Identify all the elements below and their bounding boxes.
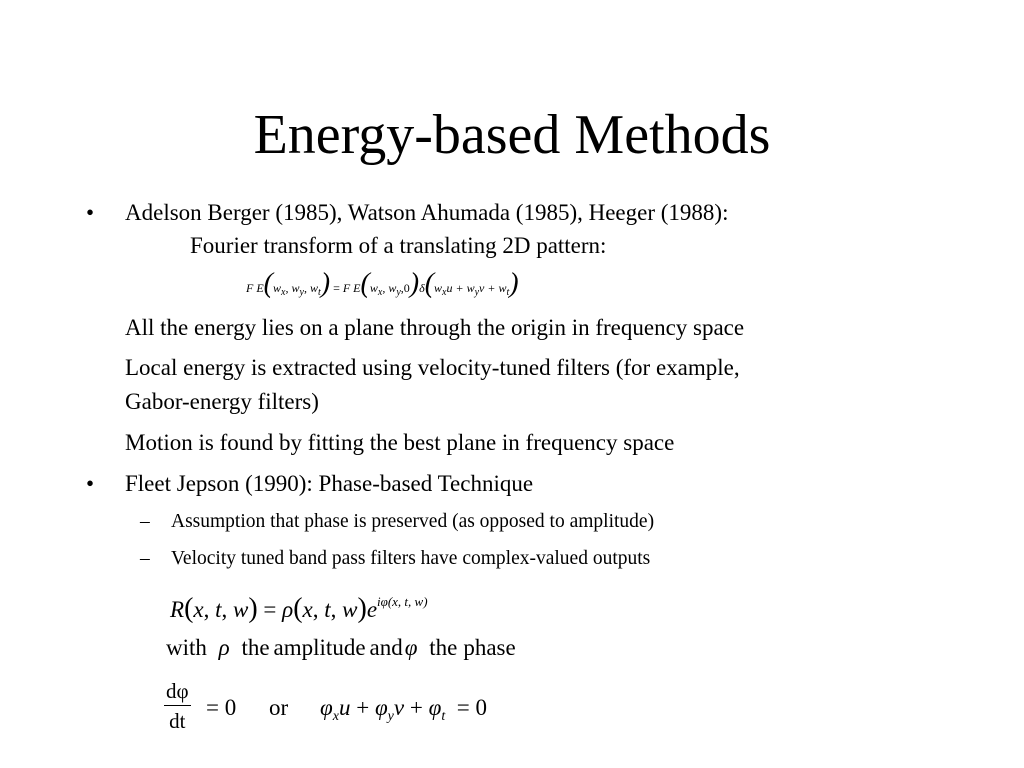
complex-output-equation: R(x, t, w) = ρ(x, t, $w)e^{i\varphi(x, t, w)}$ — [170, 593, 428, 624]
rho-symbol: ρ — [218, 635, 230, 660]
fraction-numerator: dφ — [164, 678, 191, 706]
with-word: with — [166, 635, 207, 660]
the-word: the — [429, 635, 458, 660]
paragraph-motion-fit: Motion is found by fitting the best plane in frequency space — [125, 430, 675, 455]
bullet-marker: • — [86, 200, 95, 225]
equals-zero: = 0 — [206, 695, 237, 720]
paragraph-energy-plane: All the energy lies on a plane through the origin in frequency space — [125, 315, 745, 340]
paragraph-local-energy-line-2: Gabor-energy filters) — [125, 389, 319, 414]
bullet-2-line-1: Fleet Jepson (1990): Phase-based Technique — [125, 471, 534, 496]
sub-dash: – — [140, 511, 150, 532]
subitem-velocity-filters: Velocity tuned band pass filters have complex-valued outputs — [171, 548, 651, 569]
the-word: the — [241, 635, 270, 660]
bullet-1-line-2: Fourier transform of a translating 2D pattern: — [190, 233, 607, 258]
amplitude-phase-note — [166, 632, 516, 664]
fraction-denominator: dt — [169, 709, 186, 733]
phi-symbol: φ — [404, 635, 418, 660]
and-word: and — [369, 635, 403, 660]
paragraph-local-energy-line-1: Local energy is extracted using velocity-tuned filters (for example, — [125, 355, 740, 380]
phase-derivative-fraction — [164, 678, 191, 734]
bullet-1-line-1: Adelson Berger (1985), Watson Ahumada (1985), Heeger (1988): — [125, 200, 729, 225]
subitem-phase-preserved: Assumption that phase is preserved (as opposed to amplitude) — [171, 511, 655, 532]
phase-word: phase — [463, 635, 516, 660]
slide-title: Energy-based Methods — [253, 104, 771, 166]
or-word: or — [269, 695, 289, 720]
amplitude-word: amplitude — [273, 635, 366, 660]
bullet-marker: • — [86, 471, 95, 496]
fourier-equation: F $E(w_x$, $w_y$, $w_t) = F$ $E(w_x$, $w_y,0)\delta(w_xu + w_yv + w_t)$ — [246, 268, 519, 299]
phase-constraint-equation: $\varphi_xu + \varphi_yv + \varphi_t = 0$ — [320, 695, 487, 724]
sub-dash: – — [140, 548, 150, 569]
